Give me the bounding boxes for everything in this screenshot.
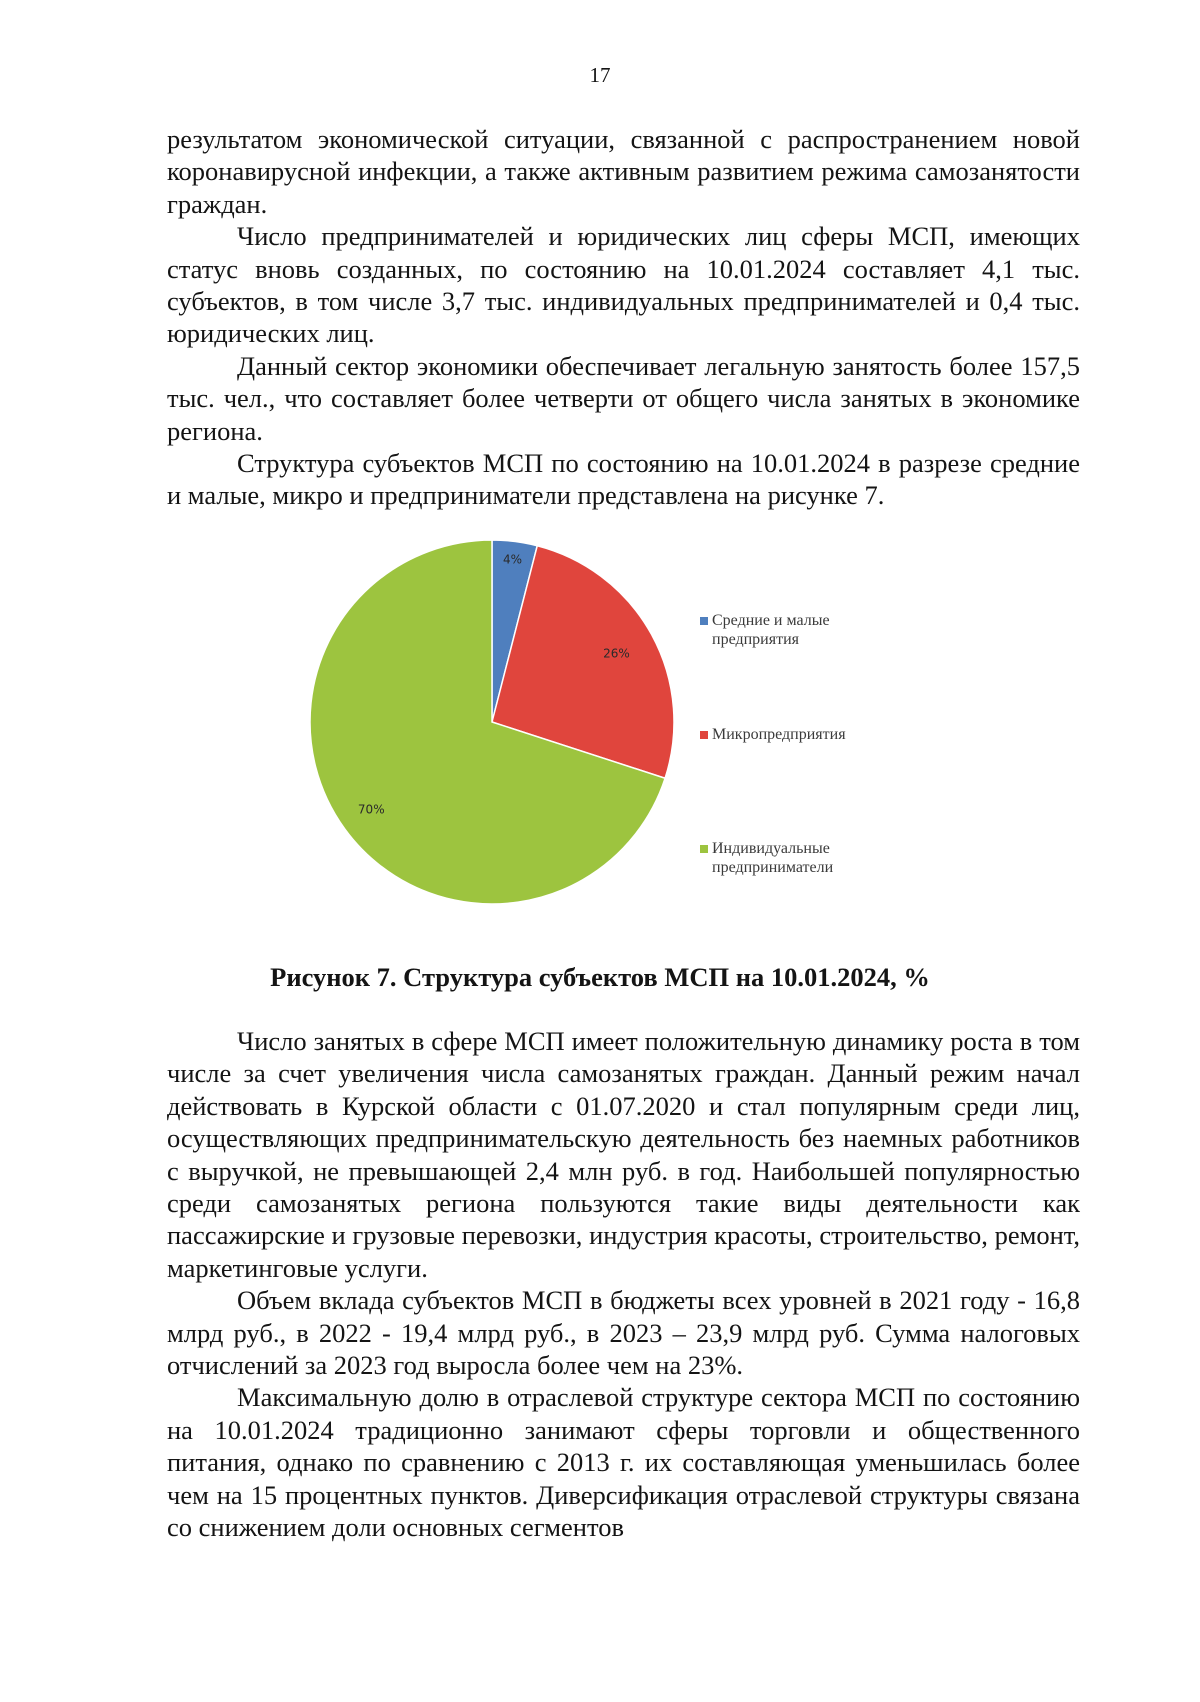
- pie-label-medium-small: 4%: [503, 552, 523, 567]
- legend-swatch-micro: [700, 731, 708, 739]
- legend-swatch-medium-small: [700, 617, 708, 625]
- figure-caption: Рисунок 7. Структура субъектов МСП на 10.01.2024, %: [270, 962, 930, 992]
- paragraph-continuation: результатом экономической ситуации, связанной с распространением новой коронавирусной инфекции, а также активным развитием режима самозанятости граждан.: [167, 124, 1080, 219]
- paragraph-budget-contribution: Объем вклада субъектов МСП в бюджеты всех уровней в 2021 году - 16,8 млрд руб., в 2022 - 19,4 млрд руб., в 2023 – 23,9 млрд руб. Сумма налоговых отчислений за 2023 год выросла более чем на 23%.: [167, 1285, 1080, 1381]
- legend-label-medium-small: Средние и малые предприятия: [712, 612, 830, 648]
- paragraph-industry-structure: Максимальную долю в отраслевой структуре сектора МСП по состоянию на 10.01.2024 традиционно занимают сферы торговли и общественного питания, однако по сравнению с 2013 г. их составляющая уменьшилась более чем на 15 процентных пунктов. Диверсификация отраслевой структуры связана со снижением доли основных сегментов: [167, 1382, 1080, 1543]
- paragraph-structure-intro: Структура субъектов МСП по состоянию на 10.01.2024 в разрезе средние и малые, микро и предприниматели представлена на рисунке 7.: [167, 448, 1080, 511]
- pie-label-micro: 26%: [603, 646, 630, 661]
- legend-label-individual: Индивидуальные предприниматели: [712, 840, 834, 876]
- pie-label-individual: 70%: [357, 802, 385, 817]
- legend-item-micro: [700, 725, 920, 744]
- text-block-bottom: [167, 1025, 1080, 1544]
- paragraph-new-entities: Число предпринимателей и юридических лиц сферы МСП, имеющих статус вновь созданных, по состоянию на 10.01.2024 составляет 4,1 тыс. субъектов, в том числе 3,7 тыс. индивидуальных предпринимателей и 0,4 тыс. юридических лиц.: [167, 221, 1080, 349]
- page-number: 17: [589, 63, 611, 87]
- legend-label-micro: Микропредприятия: [712, 726, 846, 743]
- legend-item-individual: [700, 839, 870, 877]
- pie-chart: [300, 530, 900, 910]
- paragraph-employment: Данный сектор экономики обеспечивает легальную занятость более 157,5 тыс. чел., что составляет более четверти от общего числа занятых в экономике региона.: [167, 350, 1080, 446]
- pie-chart-svg: [300, 530, 700, 910]
- legend-swatch-individual: [700, 845, 708, 853]
- text-block-top: [167, 123, 1080, 512]
- legend-item-medium-small: [700, 611, 920, 649]
- paragraph-self-employed: Число занятых в сфере МСП имеет положительную динамику роста в том числе за счет увеличения числа самозанятых граждан. Данный режим начал действовать в Курской области с 01.07.2020 и стал популярным среди лиц, осуществляющих предпринимательскую деятельность без наемных работников с выручкой, не превышающей 2,4 млн руб. в год. Наибольшей популярностью среди самозанятых региона пользуются такие виды деятельности как пассажирские и грузовые перевозки, индустрия красоты, строительство, ремонт, маркетинговые услуги.: [167, 1026, 1080, 1283]
